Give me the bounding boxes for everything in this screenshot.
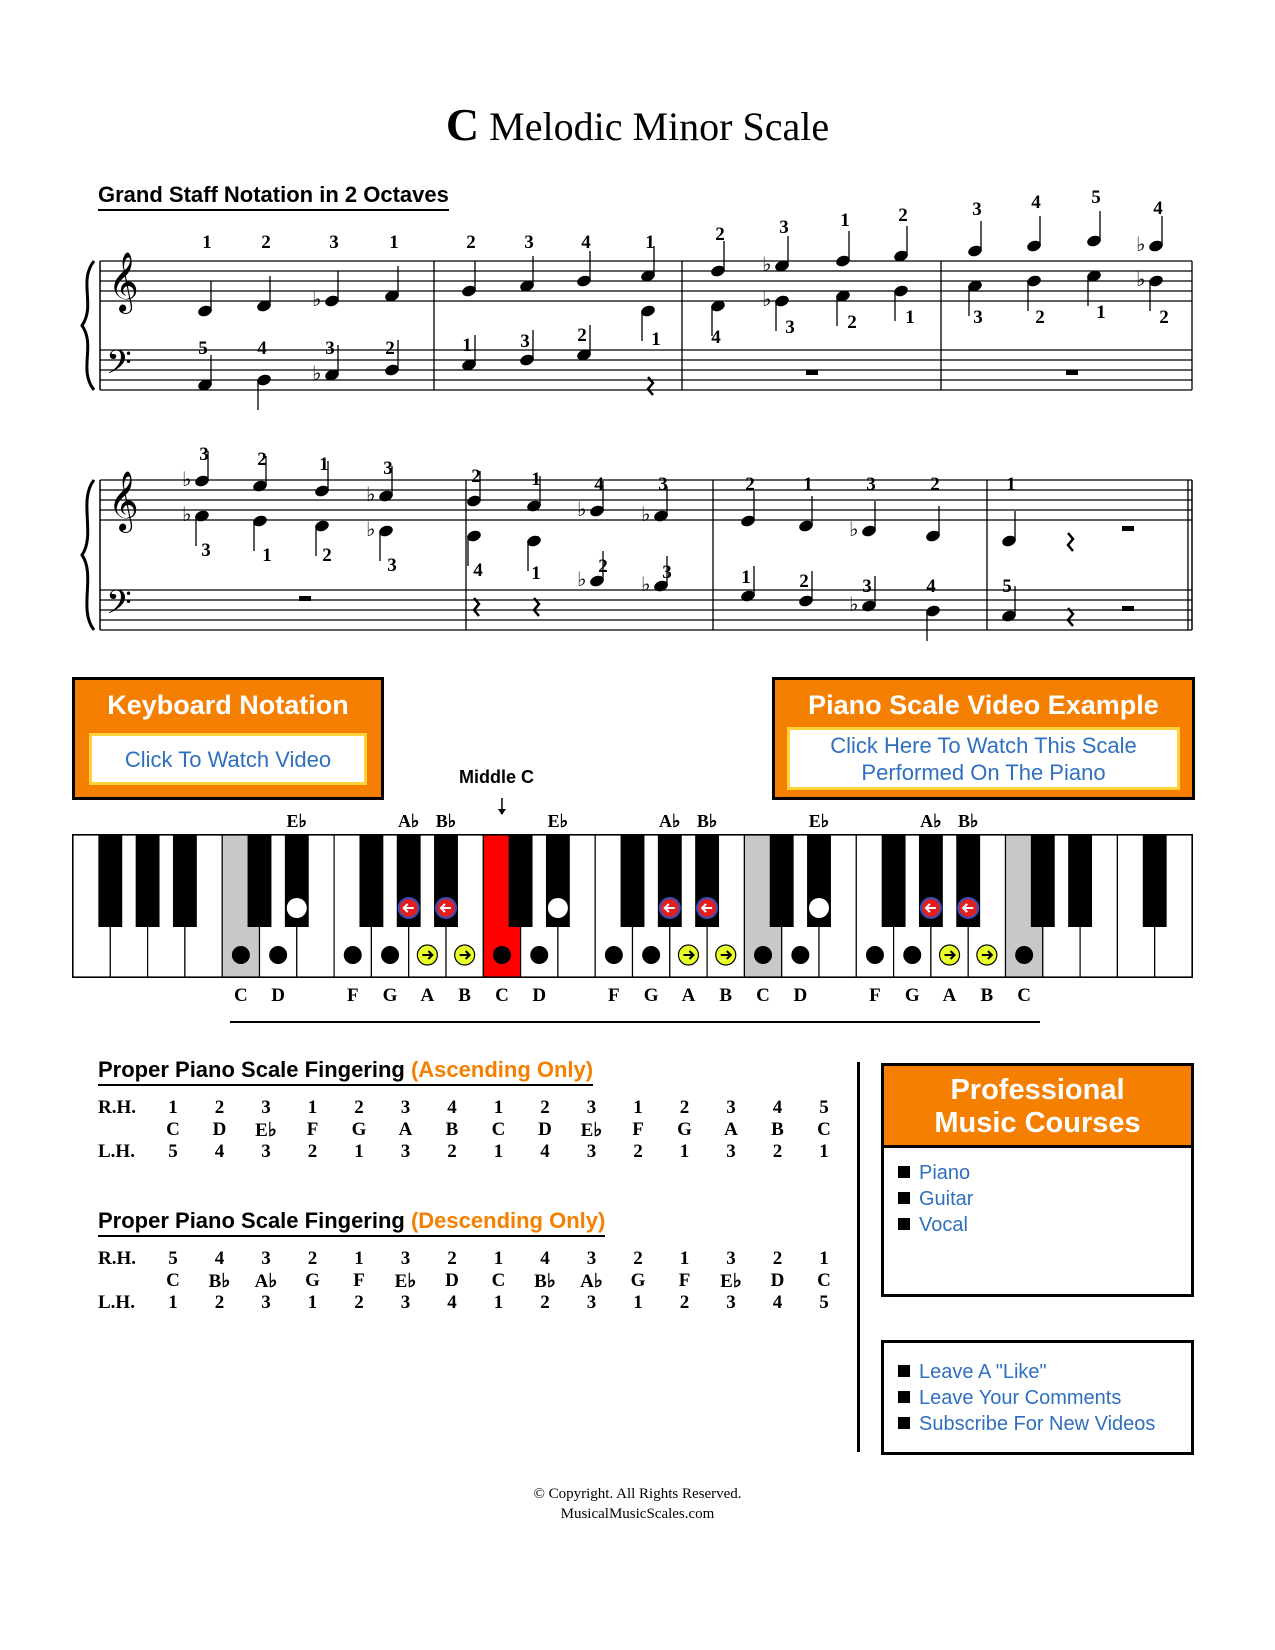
lh-cell: 3 <box>261 1141 271 1162</box>
lh-cell: 2 <box>679 1292 690 1313</box>
flat-sign: ♭ <box>577 567 587 591</box>
rh-finger-number: 4 <box>1031 192 1041 213</box>
lh-finger-number: 4 <box>257 338 267 359</box>
black-key-label: B♭ <box>696 811 718 831</box>
social-item <box>898 1411 1191 1437</box>
lh-cell: 1 <box>819 1141 829 1162</box>
lower-finger-number: 2 <box>1159 307 1169 328</box>
lh-finger-number: 3 <box>325 338 335 359</box>
rh-cell: 2 <box>307 1248 318 1269</box>
flat-sign: ♭ <box>762 252 772 276</box>
rh-finger-number: 2 <box>466 232 476 253</box>
rh-finger-number: 4 <box>594 474 604 495</box>
note-cell: F <box>306 1119 319 1140</box>
white-key-label: G <box>643 985 659 1006</box>
lh-cell: 2 <box>540 1292 550 1313</box>
black-key <box>1143 835 1167 927</box>
lh-cell: 3 <box>400 1141 411 1162</box>
footer <box>0 1484 1275 1524</box>
flat-sign: ♭ <box>1136 232 1146 256</box>
quarter-rest <box>474 598 479 616</box>
lh-cell: 4 <box>540 1141 550 1162</box>
flat-sign: ♭ <box>577 497 587 521</box>
flat-sign: ♭ <box>366 482 376 506</box>
lower-finger-number: 4 <box>711 327 721 348</box>
lh-cell: 1 <box>307 1292 318 1313</box>
lower-finger-number: 3 <box>662 562 672 583</box>
white-key-label: G <box>904 985 920 1006</box>
lh-cell: 3 <box>261 1292 271 1313</box>
descending-heading <box>98 1208 605 1237</box>
rh-cell: 3 <box>726 1097 736 1118</box>
quarter-rest <box>1068 533 1073 551</box>
lh-cell: 4 <box>772 1292 783 1313</box>
note-cell: B♭ <box>208 1271 231 1292</box>
scale-dot <box>548 898 568 918</box>
rh-finger-number: 2 <box>930 474 940 495</box>
rh-cell: 3 <box>726 1248 736 1269</box>
rh-finger-number: 4 <box>1153 198 1163 219</box>
note-cell: C <box>166 1270 180 1291</box>
black-key <box>621 835 645 927</box>
lower-finger-number: 3 <box>387 555 397 576</box>
lh-cell: 1 <box>354 1141 364 1162</box>
grand-staff-heading: Grand Staff Notation in 2 Octaves <box>98 182 449 211</box>
rh-cell: 1 <box>633 1097 643 1118</box>
white-key-label: D <box>271 985 286 1006</box>
white-key-label: G <box>382 985 398 1006</box>
black-key <box>173 835 197 927</box>
flat-sign: ♭ <box>849 517 859 541</box>
half-rest <box>1122 606 1134 611</box>
rh-cell: 5 <box>168 1248 178 1269</box>
rh-cell: 2 <box>633 1248 643 1269</box>
note-cell: D <box>445 1270 459 1291</box>
lh-cell: 3 <box>586 1292 597 1313</box>
note-cell: B <box>445 1119 459 1140</box>
rh-finger-number: 3 <box>383 458 393 479</box>
note-cell: F <box>678 1270 691 1291</box>
black-key <box>1031 835 1055 927</box>
white-key-label: C <box>495 985 509 1006</box>
lh-cell: 2 <box>772 1141 783 1162</box>
rh-row-label: R.H. <box>98 1097 136 1118</box>
copyright-text: © Copyright. All Rights Reserved. <box>533 1486 742 1502</box>
bullet-square-icon <box>898 1417 910 1429</box>
scale-dot <box>232 946 250 964</box>
lh-row-label: L.H. <box>98 1292 135 1313</box>
note-cell: B <box>771 1119 784 1140</box>
lh-finger-number: 1 <box>741 567 751 588</box>
video-example-panel <box>772 677 1195 800</box>
lh-finger-number: 5 <box>1002 576 1012 597</box>
course-link-piano[interactable]: Piano <box>919 1162 971 1184</box>
rh-cell: 4 <box>772 1097 783 1118</box>
scale-dot <box>791 946 809 964</box>
black-key-label: E♭ <box>808 811 830 831</box>
white-key-label: B <box>719 985 733 1006</box>
rh-cell: 3 <box>400 1248 411 1269</box>
rh-cell: 4 <box>214 1248 225 1269</box>
rh-finger-number: 1 <box>803 474 813 495</box>
lh-cell: 1 <box>633 1292 643 1313</box>
video-example-header: Piano Scale Video Example <box>808 690 1159 720</box>
bullet-square-icon <box>898 1365 910 1377</box>
lower-finger-number: 2 <box>322 545 332 566</box>
white-key-label: F <box>869 985 881 1006</box>
note-cell: C <box>491 1119 506 1140</box>
lower-finger-number: 1 <box>651 329 661 350</box>
note-cell: A♭ <box>254 1271 278 1292</box>
note-cell: G <box>630 1270 646 1291</box>
black-key <box>770 835 794 927</box>
rh-finger-number: 2 <box>471 466 481 487</box>
lh-cell: 3 <box>586 1141 597 1162</box>
lh-cell: 2 <box>214 1292 225 1313</box>
rh-cell: 2 <box>214 1097 225 1118</box>
lh-finger-number: 4 <box>926 576 936 597</box>
note-cell: G <box>305 1270 320 1291</box>
courses-list <box>884 1148 1191 1238</box>
lower-finger-number: 1 <box>262 545 272 566</box>
note-cell: E♭ <box>720 1271 742 1292</box>
note-cell: E♭ <box>394 1271 417 1292</box>
lower-finger-number: 3 <box>201 540 211 561</box>
watch-scale-line-2: Performed On The Piano <box>861 759 1106 785</box>
rh-cell: 3 <box>261 1097 271 1118</box>
rh-finger-number: 3 <box>972 199 982 220</box>
scale-dot <box>287 898 307 918</box>
rh-finger-number: 3 <box>658 474 668 495</box>
lh-finger-number: 3 <box>520 331 530 352</box>
flat-sign: ♭ <box>366 517 376 541</box>
rh-finger-number: 3 <box>779 217 789 238</box>
rh-cell: 2 <box>354 1097 364 1118</box>
note-cell: C <box>817 1119 831 1140</box>
flat-sign: ♭ <box>312 361 322 385</box>
lh-finger-number: 2 <box>799 571 809 592</box>
treble-clef: 𝄞 <box>108 252 139 312</box>
lower-finger-number: 2 <box>847 312 857 333</box>
bullet-square-icon <box>898 1192 910 1204</box>
bullet-square-icon <box>898 1218 910 1230</box>
note-cell: B♭ <box>534 1271 556 1292</box>
lh-cell: 3 <box>726 1292 736 1313</box>
courses-header <box>884 1066 1191 1148</box>
lower-finger-number: 3 <box>973 307 983 328</box>
lh-cell: 1 <box>493 1292 504 1313</box>
quarter-rest <box>534 598 539 616</box>
black-key <box>1068 835 1092 927</box>
rh-finger-number: 3 <box>866 474 876 495</box>
lower-finger-number: 1 <box>1096 302 1106 323</box>
white-key-label: B <box>980 985 994 1006</box>
half-rest <box>806 370 818 375</box>
courses-header-line-1: Professional <box>950 1074 1125 1106</box>
rh-cell: 1 <box>354 1248 364 1269</box>
flat-sign: ♭ <box>312 287 322 311</box>
rh-finger-number: 1 <box>389 232 399 253</box>
black-key <box>248 835 272 927</box>
half-rest <box>1066 370 1078 375</box>
lh-finger-number: 1 <box>462 335 472 356</box>
rh-cell: 1 <box>168 1097 178 1118</box>
note-cell: A♭ <box>580 1271 603 1292</box>
note-cell: G <box>351 1119 367 1140</box>
bullet-square-icon <box>898 1166 910 1178</box>
scale-dot <box>493 946 511 964</box>
note-cell: D <box>212 1119 227 1140</box>
white-key-label: C <box>756 985 770 1006</box>
social-item <box>898 1385 1191 1411</box>
scale-dot <box>903 946 921 964</box>
rh-finger-number: 2 <box>898 205 908 226</box>
black-key-label: E♭ <box>286 811 308 831</box>
black-key-label: B♭ <box>957 811 979 831</box>
black-key-label: A♭ <box>920 811 942 831</box>
flat-sign: ♭ <box>849 592 859 616</box>
note-cell: C <box>817 1270 831 1291</box>
watch-video-link[interactable] <box>89 733 367 785</box>
rh-cell: 2 <box>772 1248 783 1269</box>
black-key-label: A♭ <box>397 811 420 831</box>
middle-c-arrow-icon <box>498 809 506 815</box>
brace <box>82 480 94 630</box>
flat-sign: ♭ <box>182 467 192 491</box>
middle-c-label: Middle C <box>459 767 534 787</box>
rh-finger-number: 1 <box>319 454 329 475</box>
rh-cell: 3 <box>586 1248 597 1269</box>
rh-cell: 4 <box>447 1097 457 1118</box>
rh-finger-number: 3 <box>199 444 209 465</box>
note-cell: F <box>632 1119 644 1140</box>
lower-finger-number: 3 <box>785 317 795 338</box>
social-item <box>898 1359 1191 1385</box>
rh-cell: 1 <box>819 1248 829 1269</box>
rh-row-label: R.H. <box>98 1248 136 1269</box>
rh-finger-number: 2 <box>715 224 725 245</box>
title-key: C <box>445 99 480 150</box>
rh-cell: 2 <box>679 1097 690 1118</box>
social-list <box>884 1343 1191 1437</box>
note-cell: E♭ <box>580 1120 603 1141</box>
rh-cell: 3 <box>400 1097 411 1118</box>
watch-scale-video-link[interactable] <box>787 727 1180 790</box>
rh-cell: 3 <box>586 1097 597 1118</box>
scale-dot <box>866 946 884 964</box>
watch-video-label: Click To Watch Video <box>124 746 332 772</box>
lh-cell: 5 <box>168 1141 178 1162</box>
bass-clef: 𝄢 <box>106 344 132 390</box>
rh-finger-number: 1 <box>645 232 655 253</box>
ascending-heading-text: Proper Piano Scale Fingering <box>98 1057 411 1082</box>
lh-cell: 2 <box>633 1141 643 1162</box>
black-key <box>359 835 383 927</box>
rh-finger-number: 2 <box>261 232 271 253</box>
quarter-rest <box>1068 608 1073 626</box>
flat-sign: ♭ <box>641 502 651 526</box>
site-name: MusicalMusicScales.com <box>560 1506 715 1522</box>
lh-cell: 3 <box>400 1292 411 1313</box>
white-key-label: D <box>793 985 808 1006</box>
rh-finger-number: 1 <box>531 469 541 490</box>
leave-like-link[interactable]: Leave A "Like" <box>919 1361 1047 1383</box>
bass-clef: 𝄢 <box>106 584 132 630</box>
note-cell: F <box>353 1270 365 1291</box>
lh-finger-number: 3 <box>862 576 872 597</box>
scale-dot <box>269 946 287 964</box>
scale-dot <box>754 946 772 964</box>
keyboard-notation-panel <box>72 677 384 800</box>
lower-finger-number: 2 <box>1035 307 1045 328</box>
rh-cell: 1 <box>307 1097 318 1118</box>
scale-dot <box>809 898 829 918</box>
black-key <box>136 835 160 927</box>
lower-finger-number: 1 <box>531 563 541 584</box>
rh-cell: 1 <box>493 1248 504 1269</box>
white-key-label: B <box>458 985 471 1006</box>
white-key-label: A <box>681 985 696 1006</box>
rh-cell: 2 <box>447 1248 457 1269</box>
brace <box>82 261 94 390</box>
scale-dot <box>344 946 362 964</box>
rh-cell: 2 <box>540 1097 550 1118</box>
keyboard-notation-header: Keyboard Notation <box>107 690 349 720</box>
white-key-label: F <box>608 985 620 1006</box>
lh-cell: 4 <box>214 1141 225 1162</box>
white-key-label: D <box>532 985 547 1006</box>
black-key-label: B♭ <box>435 811 457 831</box>
white-key-label: A <box>420 985 435 1006</box>
white-key-label: A <box>942 985 957 1006</box>
black-key-label: A♭ <box>659 811 681 831</box>
rh-cell: 3 <box>261 1248 271 1269</box>
ascending-heading-note: (Ascending Only) <box>410 1057 594 1082</box>
subscribe-link[interactable]: Subscribe For New Videos <box>919 1413 1156 1435</box>
half-rest <box>1122 526 1134 531</box>
rh-finger-number: 1 <box>202 232 212 253</box>
note-cell: D <box>770 1270 785 1291</box>
note-cell: G <box>677 1119 692 1140</box>
lh-cell: 1 <box>168 1292 178 1313</box>
lh-cell: 1 <box>679 1141 690 1162</box>
rh-cell: 1 <box>679 1248 690 1269</box>
lh-cell: 1 <box>493 1141 504 1162</box>
lh-finger-number: 5 <box>198 338 208 359</box>
course-item <box>898 1186 1191 1212</box>
scale-dot <box>1015 946 1033 964</box>
white-key-label: C <box>1017 985 1032 1006</box>
rh-finger-number: 1 <box>1006 474 1016 495</box>
courses-panel <box>881 1063 1194 1297</box>
lh-cell: 2 <box>354 1292 364 1313</box>
social-panel <box>881 1340 1194 1455</box>
lh-cell: 5 <box>819 1292 829 1313</box>
lower-finger-number: 2 <box>598 556 608 577</box>
lh-cell: 2 <box>307 1141 318 1162</box>
ascending-heading <box>98 1057 593 1086</box>
rh-finger-number: 2 <box>257 449 267 470</box>
leave-comments-link[interactable]: Leave Your Comments <box>919 1387 1122 1409</box>
course-item <box>898 1160 1191 1186</box>
scale-dot <box>605 946 623 964</box>
course-link-guitar[interactable]: Guitar <box>919 1188 974 1210</box>
half-rest <box>299 596 311 601</box>
watch-scale-line-1: Click Here To Watch This Scale <box>830 732 1137 758</box>
treble-clef: 𝄞 <box>108 471 139 531</box>
note-cell: C <box>491 1270 506 1291</box>
rh-finger-number: 4 <box>581 232 591 253</box>
rh-cell: 5 <box>819 1097 829 1118</box>
lh-finger-number: 2 <box>385 338 395 359</box>
black-key <box>882 835 906 927</box>
note-cell: E♭ <box>255 1120 277 1141</box>
note-cell: C <box>166 1119 180 1140</box>
bullet-square-icon <box>898 1391 910 1403</box>
course-link-vocal[interactable]: Vocal <box>919 1214 968 1236</box>
lh-cell: 3 <box>726 1141 736 1162</box>
lh-finger-number: 2 <box>577 325 587 346</box>
rh-finger-number: 2 <box>745 474 755 495</box>
rh-finger-number: 5 <box>1091 187 1101 208</box>
note-cell: A <box>398 1119 413 1140</box>
courses-header-line-2: Music Courses <box>934 1107 1141 1139</box>
flat-sign: ♭ <box>1136 267 1146 291</box>
ascending-fingering-table <box>98 1097 838 1177</box>
descending-fingering-table <box>98 1248 838 1328</box>
flat-sign: ♭ <box>641 572 651 596</box>
lh-cell: 2 <box>447 1141 457 1162</box>
scale-dot <box>530 946 548 964</box>
white-key-label: F <box>346 985 359 1006</box>
note-cell: D <box>538 1119 552 1140</box>
rh-finger-number: 3 <box>329 232 339 253</box>
lower-finger-number: 1 <box>905 307 915 328</box>
flat-sign: ♭ <box>762 287 772 311</box>
descending-heading-text: Proper Piano Scale Fingering <box>98 1208 411 1233</box>
scale-dot <box>642 946 660 964</box>
black-key <box>98 835 122 927</box>
black-key <box>509 835 533 927</box>
title-text: Melodic Minor Scale <box>489 104 830 149</box>
lh-cell: 4 <box>447 1292 457 1313</box>
note-cell: A <box>724 1119 738 1140</box>
column-divider <box>857 1062 860 1452</box>
white-key-label: C <box>233 985 248 1006</box>
course-item <box>898 1212 1191 1238</box>
rh-cell: 1 <box>493 1097 504 1118</box>
rh-cell: 4 <box>540 1248 550 1269</box>
rh-finger-number: 1 <box>840 210 850 231</box>
lower-finger-number: 4 <box>473 560 483 581</box>
scale-dot <box>381 946 399 964</box>
descending-heading-note: (Descending Only) <box>410 1208 606 1233</box>
black-key-label: E♭ <box>547 811 569 831</box>
rh-finger-number: 3 <box>524 232 534 253</box>
flat-sign: ♭ <box>182 502 192 526</box>
lh-row-label: L.H. <box>98 1141 135 1162</box>
